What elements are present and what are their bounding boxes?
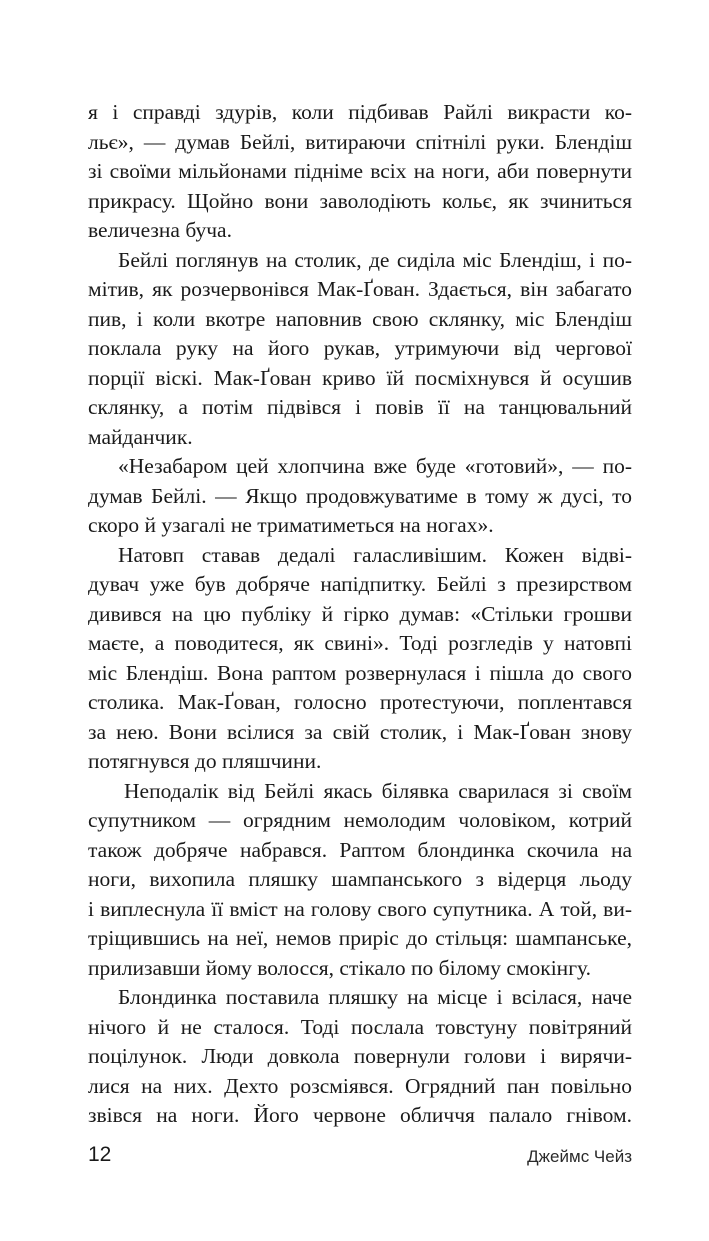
text-line: я і справді здурів, коли підбивав Райлі викрасти ко- <box>88 100 632 124</box>
text-line: лися на них. Дехто розсміявся. Огрядний пан повільно <box>88 1073 632 1098</box>
text-line: поцілунок. Люди довкола повернули голови і вирячи- <box>88 1044 632 1068</box>
text-line: дувач уже був добряче напідпитку. Бейлі з презирством <box>88 572 632 596</box>
text-line: нічого й не сталося. Тоді послала товстуну повітряний <box>88 1014 632 1039</box>
text-line: поклала руку на його рукав, утримуючи від чергової <box>88 336 632 360</box>
text-line: величезна буча. <box>88 218 232 242</box>
text-line: тріщившись на неї, немов приріс до стільця: шампанське, <box>88 926 632 950</box>
running-header-author: Джеймс Чейз <box>527 1147 632 1166</box>
text-line: Блондинка поставила пляшку на місце і всілася, наче <box>118 985 632 1009</box>
text-line: думав Бейлі. — Якщо продовжуватиме в тому ж дусі, то <box>88 483 632 508</box>
text-line: склянку, а потім підвівся і повів її на танцювальний <box>88 395 632 419</box>
text-line: мітив, як розчервонівся Мак-Ґован. Здається, він забагато <box>88 277 632 301</box>
text-line: порції віскі. Мак-Ґован криво їй посміхнувся й осушив <box>88 365 632 390</box>
text-line: міс Блендіш. Вона раптом розвернулася і пішла до свого <box>88 660 632 685</box>
text-line: майданчик. <box>88 424 193 449</box>
book-page-text <box>88 98 632 1131</box>
page-number: 12 <box>88 1143 112 1166</box>
text-line: звівся на ноги. Його червоне обличчя палало гнівом. <box>88 1103 632 1127</box>
text-line: пив, і коли вкотре наповнив свою склянку, міс Блендіш <box>88 306 632 331</box>
text-line: Неподалік від Бейлі якась білявка сварилася зі своїм <box>124 778 632 803</box>
text-line: скоро й узагалі не триматиметься на ногах». <box>88 513 494 537</box>
text-line: за нею. Вони всілися за свій столик, і Мак-Ґован знову <box>88 719 632 744</box>
text-line: зі своїми мільйонами підніме всіх на ноги, аби повернути <box>88 159 632 183</box>
text-line: ноги, вихопила пляшку шампанського з відерця льоду <box>88 867 632 891</box>
text-line: маєте, а поводитеся, як свині». Тоді розгледів у натовпі <box>88 631 632 655</box>
text-line: Натовп ставав дедалі галасливішим. Кожен відві- <box>118 542 632 567</box>
text-line: також добряче набрався. Раптом блондинка скочила на <box>88 837 632 862</box>
text-line: прикрасу. Щойно вони заволодіють кольє, як зчиниться <box>88 188 632 213</box>
text-line: дивився на цю публіку й гірко думав: «Стільки грошви <box>88 601 632 626</box>
text-line: супутником — огрядним немолодим чоловіком, котрий <box>88 808 632 832</box>
text-line: і виплеснула її вміст на голову свого супутника. А той, ви- <box>88 896 632 921</box>
text-line: потягнувся до пляшчини. <box>88 749 322 773</box>
text-line: прилизавши йому волосся, стікало по білому смокінгу. <box>88 955 591 980</box>
text-line: Бейлі поглянув на столик, де сиділа міс Блендіш, і по- <box>118 247 632 272</box>
text-line: льє», — думав Бейлі, витираючи спітнілі руки. Блендіш <box>88 129 632 154</box>
text-line: «Незабаром цей хлопчина вже буде «готовий», — по- <box>118 454 632 478</box>
text-line: столика. Мак-Ґован, голосно протестуючи, поплентався <box>88 690 632 714</box>
page-footer <box>88 1140 632 1170</box>
